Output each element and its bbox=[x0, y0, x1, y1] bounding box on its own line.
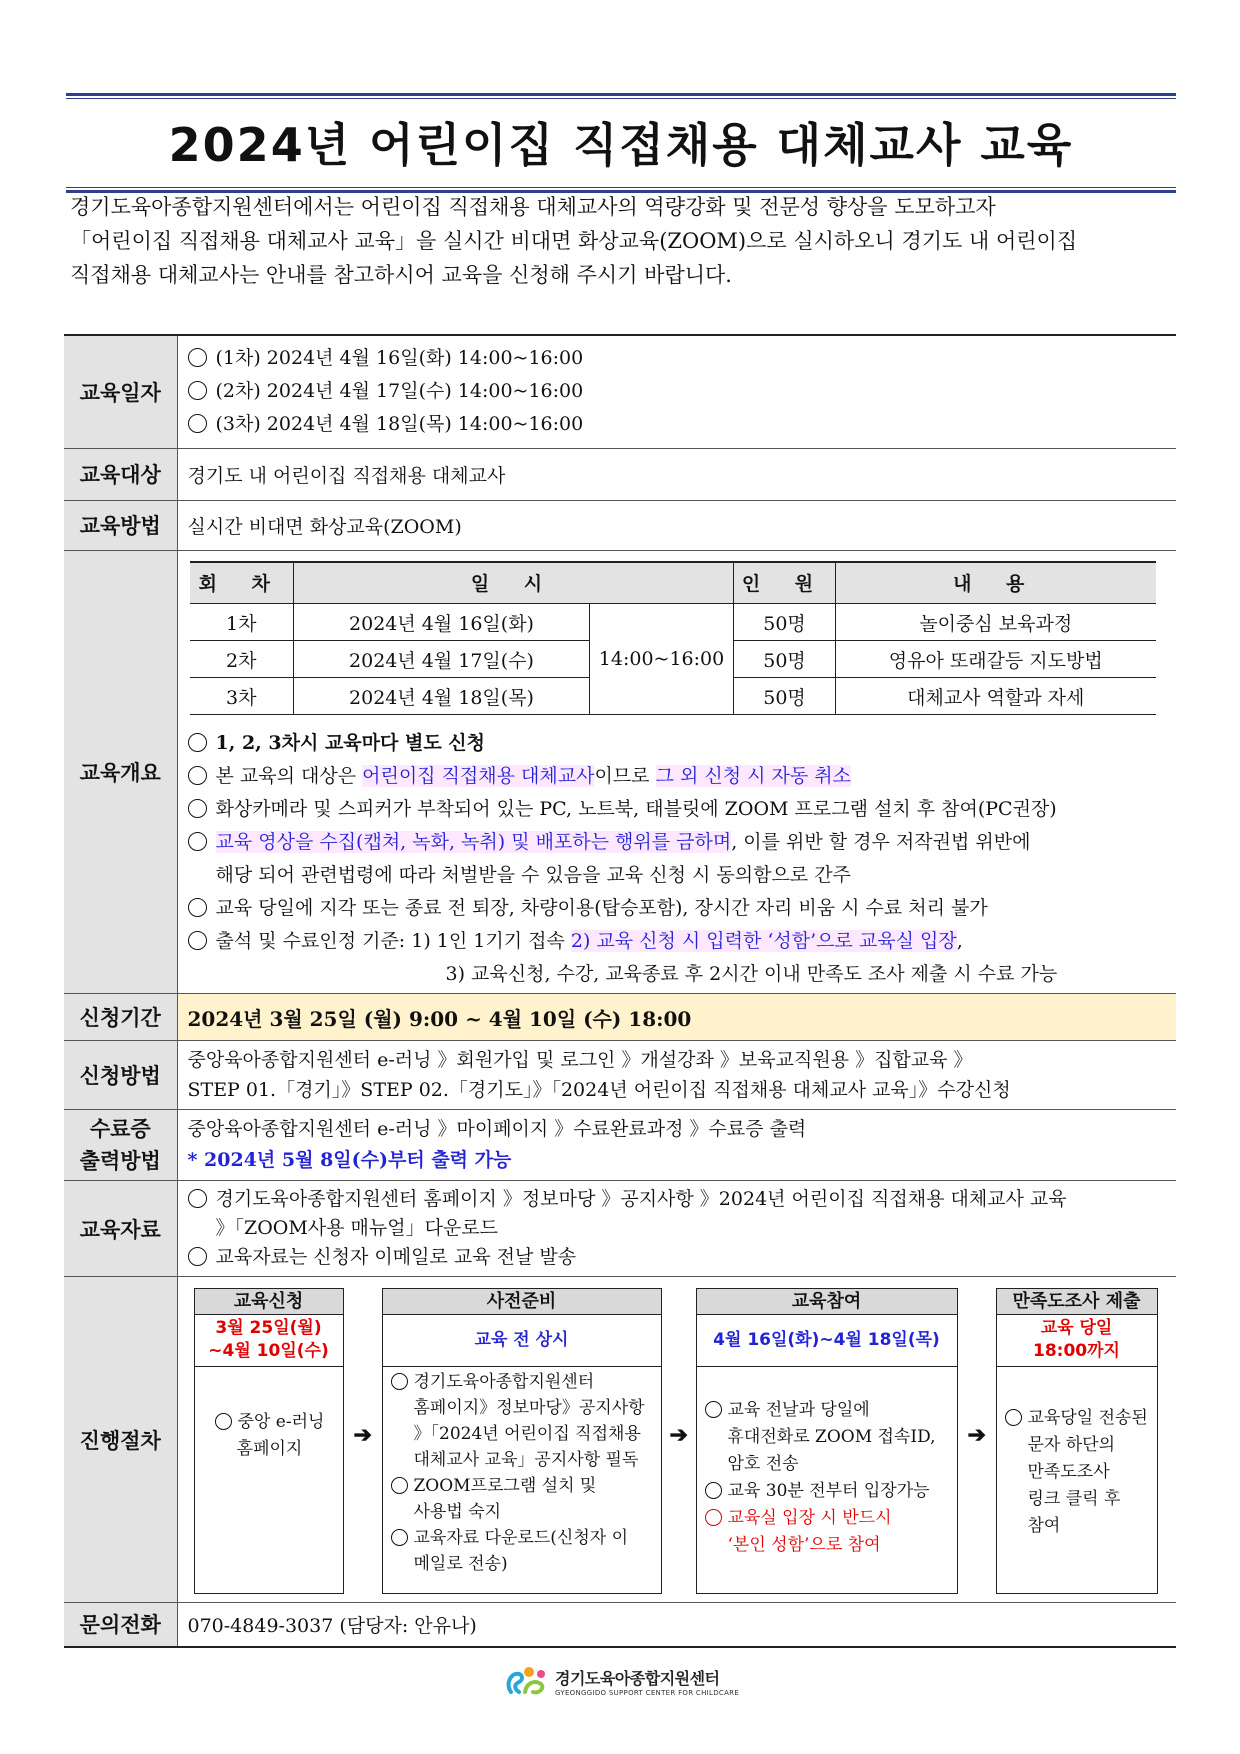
note: 해당 되어 관련법령에 따라 처벌받을 수 있음을 교육 신청 시 동의함으로 간주 bbox=[215, 864, 851, 886]
schedule-cell: 영유아 또래갈등 지도방법 bbox=[836, 641, 1156, 678]
step-title: 교육참여 bbox=[697, 1289, 957, 1315]
circle-bullet-icon bbox=[188, 1247, 207, 1266]
schedule-cell: 1차 bbox=[190, 604, 294, 641]
row-method bbox=[64, 500, 1176, 550]
circle-bullet-icon bbox=[188, 348, 207, 367]
schedule-header: 내 용 bbox=[836, 562, 1156, 604]
row-cert bbox=[64, 1110, 1176, 1181]
step-body: 교육당일 전송된 문자 하단의 만족도조사 링크 클릭 후 참여 bbox=[997, 1405, 1157, 1593]
label-contact: 문의전화 bbox=[64, 1603, 177, 1647]
apply-line: STEP 01.「경기」》STEP 02.「경기도」》「2024년 어린이집 직접채용 대체교사 교육」》수강신청 bbox=[187, 1079, 1011, 1101]
arrow-right-icon: ➔ bbox=[967, 1421, 986, 1448]
schedule-cell: 3차 bbox=[190, 678, 294, 715]
note: 교육 당일에 지각 또는 종료 전 퇴장, 차량이용(탑승포함), 장시간 자리 비움 시 수료 처리 불가 bbox=[215, 897, 988, 919]
schedule-cell: 50명 bbox=[734, 678, 836, 715]
note-highlight: 어린이집 직접채용 대체교사 bbox=[362, 765, 595, 787]
page-title: 2024년 어린이집 직접채용 대체교사 교육 bbox=[168, 118, 1074, 172]
row-process bbox=[64, 1277, 1176, 1603]
footer-org-name: 경기도육아종합지원센터 bbox=[555, 1668, 720, 1688]
step-date: 교육 전 상시 bbox=[383, 1315, 661, 1367]
intro-line: 「어린이집 직접채용 대체교사 교육」을 실시간 비대면 화상교육(ZOOM)으로 실시하오니 경기도 내 어린이집 bbox=[70, 229, 1078, 253]
schedule-time: 14:00~16:00 bbox=[590, 604, 734, 715]
step-prepare bbox=[382, 1288, 662, 1594]
note: 출석 및 수료인정 기준: 1) 1인 1기기 접속 bbox=[215, 930, 571, 952]
note: , bbox=[956, 930, 963, 952]
label-overview: 교육개요 bbox=[64, 550, 177, 994]
circle-bullet-icon bbox=[188, 414, 207, 433]
label-cert: 출력방법 bbox=[79, 1149, 161, 1173]
step-body: 교육 전날과 당일에 휴대전화로 ZOOM 접속ID, 암호 전송 교육 30분 전부터 입장가능 교육실 입장 시 반드시 ‘본인 성함’으로 참여 bbox=[697, 1397, 957, 1593]
circle-bullet-icon bbox=[188, 1189, 207, 1208]
step-date: 3월 25일(월) ~4월 10일(수) bbox=[195, 1315, 343, 1367]
circle-bullet-icon bbox=[188, 766, 207, 785]
step-title: 교육신청 bbox=[195, 1289, 343, 1315]
note-highlight: 2) 교육 신청 시 입력한 ‘성함’으로 교육실 입장 bbox=[570, 930, 957, 952]
row-dates bbox=[64, 335, 1176, 448]
schedule-header: 인 원 bbox=[734, 562, 836, 604]
row-contact bbox=[64, 1603, 1176, 1647]
circle-bullet-icon bbox=[705, 1509, 722, 1526]
apply-line: 중앙육아종합지원센터 e-러닝 》회원가입 및 로그인 》개설강좌 》보육교직원용 》집합교육 》 bbox=[187, 1049, 973, 1071]
circle-bullet-icon bbox=[391, 1477, 408, 1494]
footer-logo bbox=[505, 1664, 739, 1698]
contact-value: 070-4849-3037 (담당자: 안유나) bbox=[177, 1603, 1176, 1647]
target-value: 경기도 내 어린이집 직접채용 대체교사 bbox=[177, 448, 1176, 500]
schedule-cell: 50명 bbox=[734, 604, 836, 641]
schedule-cell: 놀이중심 보육과정 bbox=[836, 604, 1156, 641]
row-materials bbox=[64, 1181, 1176, 1277]
circle-bullet-icon bbox=[188, 733, 207, 752]
step-body: 경기도육아종합지원센터 홈페이지》정보마당》공지사항 》「2024년 어린이집 직접채용 대체교사 교육」공지사항 필독 ZOOM프로그램 설치 및 사용법 숙지 교육자료 다운로드(신청자 이 메일로 전송) bbox=[383, 1369, 661, 1593]
note: , 이를 위반 할 경우 저작권법 위반에 bbox=[731, 831, 1031, 853]
circle-bullet-icon bbox=[215, 1413, 232, 1430]
schedule-cell: 2차 bbox=[190, 641, 294, 678]
circle-bullet-icon bbox=[188, 381, 207, 400]
note: 화상카메라 및 스피커가 부착되어 있는 PC, 노트북, 태블릿에 ZOOM 프로그램 설치 후 참여(PC권장) bbox=[215, 798, 1057, 820]
step-title: 만족도조사 제출 bbox=[997, 1289, 1157, 1315]
process-flow bbox=[178, 1280, 1177, 1600]
schedule-header: 일 시 bbox=[294, 562, 734, 604]
date-item: (2차) 2024년 4월 17일(수) 14:00~16:00 bbox=[215, 380, 584, 403]
label-cert: 수료증 bbox=[89, 1117, 151, 1141]
label-period: 신청기간 bbox=[64, 994, 177, 1041]
step-date: 4월 16일(화)~4월 18일(목) bbox=[697, 1315, 957, 1367]
materials-line: 교육자료는 신청자 이메일로 교육 전날 발송 bbox=[215, 1246, 577, 1268]
schedule-cell: 2024년 4월 16일(화) bbox=[294, 604, 590, 641]
circle-bullet-icon bbox=[188, 898, 207, 917]
label-materials: 교육자료 bbox=[64, 1181, 177, 1277]
materials-line: 경기도육아종합지원센터 홈페이지 》정보마당 》공지사항 》2024년 어린이집 직접채용 대체교사 교육 bbox=[215, 1188, 1067, 1210]
arrow-right-icon: ➔ bbox=[353, 1421, 372, 1448]
intro-line: 직접채용 대체교사는 안내를 참고하시어 교육을 신청해 주시기 바랍니다. bbox=[70, 263, 732, 287]
schedule-cell: 2024년 4월 17일(수) bbox=[294, 641, 590, 678]
step-attend bbox=[696, 1288, 958, 1594]
row-period bbox=[64, 994, 1176, 1041]
circle-bullet-icon bbox=[391, 1373, 408, 1390]
note-highlight: 그 외 신청 시 자동 취소 bbox=[655, 765, 851, 787]
step-date: 교육 당일 18:00까지 bbox=[997, 1315, 1157, 1367]
row-apply bbox=[64, 1041, 1176, 1110]
circle-bullet-icon bbox=[188, 832, 207, 851]
info-table bbox=[64, 334, 1176, 1648]
schedule-table bbox=[190, 561, 1156, 716]
row-target bbox=[64, 448, 1176, 500]
circle-bullet-icon bbox=[188, 799, 207, 818]
materials-line: 》「ZOOM사용 매뉴얼」다운로드 bbox=[215, 1217, 499, 1239]
note: 1, 2, 3차시 교육마다 별도 신청 bbox=[215, 732, 486, 754]
footer-org-name-en: GYEONGGIDO SUPPORT CENTER FOR CHILDCARE bbox=[555, 1688, 740, 1697]
date-item: (1차) 2024년 4월 16일(화) 14:00~16:00 bbox=[215, 347, 584, 370]
schedule-cell: 대체교사 역할과 자세 bbox=[836, 678, 1156, 715]
title-block bbox=[66, 93, 1176, 193]
date-item: (3차) 2024년 4월 18일(목) 14:00~16:00 bbox=[215, 413, 584, 436]
label-process: 진행절차 bbox=[64, 1277, 177, 1603]
intro-line: 경기도육아종합지원센터에서는 어린이집 직접채용 대체교사의 역량강화 및 전문성 향상을 도모하고자 bbox=[70, 195, 996, 219]
step-title: 사전준비 bbox=[383, 1289, 661, 1315]
note: 이므로 bbox=[594, 765, 656, 787]
note-highlight: 교육 영상을 수집(캡쳐, 녹화, 녹취) 및 배포하는 행위를 금하며 bbox=[215, 831, 732, 853]
schedule-header: 회 차 bbox=[190, 562, 294, 604]
cert-line: 중앙육아종합지원센터 e-러닝 》마이페이지 》수료완료과정 》수료증 출력 bbox=[187, 1118, 807, 1140]
step-apply bbox=[194, 1288, 344, 1594]
step-survey bbox=[996, 1288, 1158, 1594]
center-logo-icon bbox=[505, 1664, 549, 1698]
schedule-row bbox=[190, 604, 1156, 641]
row-overview bbox=[64, 550, 1176, 994]
period-value: 2024년 3월 25일 (월) 9:00 ~ 4월 10일 (수) 18:00 bbox=[177, 994, 1176, 1041]
label-dates: 교육일자 bbox=[64, 335, 177, 448]
circle-bullet-icon bbox=[1005, 1409, 1022, 1426]
label-apply: 신청방법 bbox=[64, 1041, 177, 1110]
schedule-cell: 2024년 4월 18일(목) bbox=[294, 678, 590, 715]
cert-note: * 2024년 5월 8일(수)부터 출력 가능 bbox=[187, 1149, 512, 1171]
method-value: 실시간 비대면 화상교육(ZOOM) bbox=[177, 500, 1176, 550]
circle-bullet-icon bbox=[188, 931, 207, 950]
arrow-right-icon: ➔ bbox=[669, 1421, 688, 1448]
label-method: 교육방법 bbox=[64, 500, 177, 550]
intro-paragraph bbox=[70, 190, 1170, 292]
circle-bullet-icon bbox=[705, 1482, 722, 1499]
step-body: 중앙 e-러닝 홈페이지 bbox=[195, 1409, 343, 1593]
circle-bullet-icon bbox=[705, 1401, 722, 1418]
label-target: 교육대상 bbox=[64, 448, 177, 500]
note: 3) 교육신청, 수강, 교육종료 후 2시간 이내 만족도 조사 제출 시 수료 가능 bbox=[445, 963, 1058, 985]
note: 본 교육의 대상은 bbox=[215, 765, 363, 787]
schedule-cell: 50명 bbox=[734, 641, 836, 678]
circle-bullet-icon bbox=[391, 1529, 408, 1546]
